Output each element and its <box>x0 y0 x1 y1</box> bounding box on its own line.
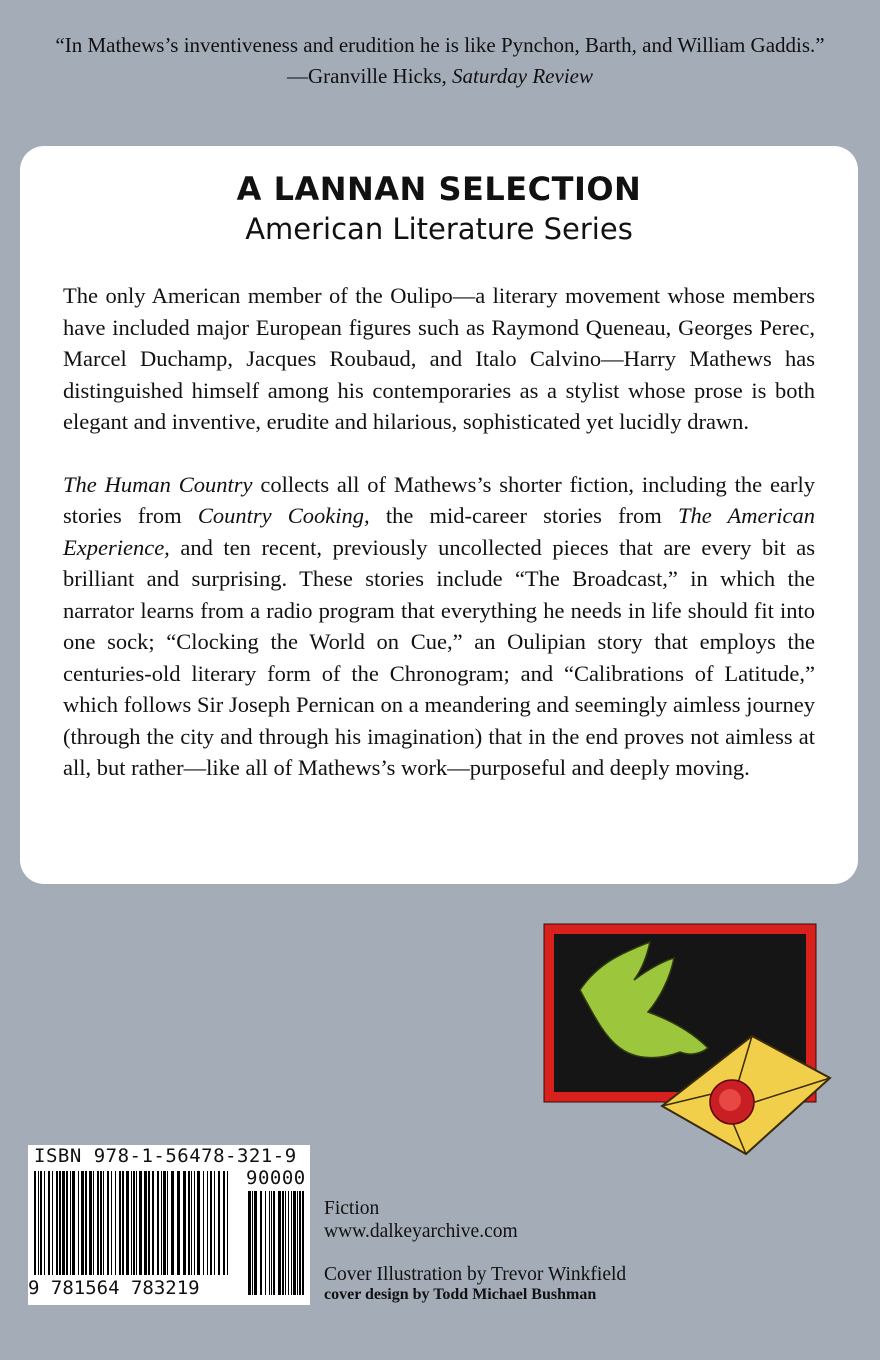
barcode-bar <box>85 1171 87 1275</box>
barcode-bar <box>144 1171 147 1275</box>
blurb-attribution-source: Saturday Review <box>452 64 593 88</box>
barcode-bar <box>93 1171 94 1275</box>
barcode-bar <box>157 1171 159 1275</box>
genre-label: Fiction <box>324 1198 380 1219</box>
barcode-bar <box>177 1171 180 1275</box>
barcode-bar <box>210 1171 212 1275</box>
price-bar <box>291 1191 292 1295</box>
barcode-bar <box>72 1171 75 1275</box>
barcode-bar <box>191 1171 192 1275</box>
paragraph-text: collects all of Mathews’s shorter fiction, including the early stories from <box>63 471 815 528</box>
description-paragraph-1: The only American member of the Oulipo—a literary movement whose members have included major European figures such as Raymond Queneau, Georges Perec, Marcel Duchamp, Jacques Roubaud, and Italo Calvino—Harry Mathews has distinguished himself among his contemporaries as a stylist whose prose is both elegant and inventive, erudite and hilarious, sophisticated yet lucidly drawn. <box>63 283 815 434</box>
barcode-bar <box>66 1171 68 1275</box>
barcode-bar <box>89 1171 92 1275</box>
barcode-bar <box>100 1171 102 1275</box>
isbn-label: ISBN 978-1-56478-321-9 <box>34 1145 297 1167</box>
paragraph-text: the mid-career stories from <box>369 503 678 528</box>
price-code: 90000 <box>246 1167 306 1189</box>
barcode-bar <box>34 1171 36 1275</box>
barcode-bar <box>70 1171 71 1275</box>
price-bar <box>252 1191 253 1295</box>
barcode-bar <box>56 1171 58 1275</box>
barcode-bar <box>52 1171 53 1275</box>
barcode-bar <box>126 1171 129 1275</box>
blurb-attribution <box>0 61 880 92</box>
barcode-bar <box>223 1171 225 1275</box>
barcode-bar <box>218 1171 220 1275</box>
book-title: The Human Country <box>63 471 253 497</box>
barcode-bar <box>115 1171 116 1275</box>
paragraph-text: and ten recent, previously uncollected pieces that are every bit as brilliant and surprising. These stories include “The Broadcast,” in which the narrator learns from a radio program that everything he needs in life should fit into one sock; “Clocking the World on Cue,” an Oulipian story that employs the centuries-old literary form of the Chronogram; and “Calibrations of Latitude,” which follows Sir Joseph Pernican on a meandering and seemingly aimless journey (through the city and through his imagination) that in the end proves not aimless at all, but rather—like all of Mathews’s work—purposeful and deeply moving. <box>63 534 815 780</box>
barcode-bar <box>227 1171 228 1275</box>
barcode-bar <box>171 1171 174 1275</box>
barcode-bar <box>78 1171 79 1275</box>
barcode-bar <box>148 1171 150 1275</box>
barcode-bar <box>188 1171 190 1275</box>
wax-seal-center <box>719 1089 741 1111</box>
price-bar <box>297 1191 298 1295</box>
barcode-bar <box>103 1171 104 1275</box>
barcode-bar <box>111 1171 112 1275</box>
description-panel <box>20 146 858 884</box>
barcode-bar <box>81 1171 84 1275</box>
selection-title: A LANNAN SELECTION <box>236 170 642 208</box>
barcode-bar <box>214 1171 215 1275</box>
barcode-bar <box>194 1171 195 1275</box>
barcode-bar <box>163 1171 166 1275</box>
barcode-bar <box>59 1171 61 1275</box>
barcode-bar <box>48 1171 50 1275</box>
price-bar <box>288 1191 289 1295</box>
barcode-bar <box>207 1171 208 1275</box>
barcode-bar <box>119 1171 121 1275</box>
barcode-bar <box>122 1171 124 1275</box>
barcode-bar <box>40 1171 42 1275</box>
barcode-digits: 9 781564 783219 <box>28 1277 200 1299</box>
price-bar <box>285 1191 286 1295</box>
price-bar <box>299 1191 301 1295</box>
barcode-bar <box>44 1171 45 1275</box>
barcode-bar <box>167 1171 168 1275</box>
description-paragraph-2 <box>63 469 815 784</box>
book-title-american-experience: The American Experience, <box>63 503 816 560</box>
blurb-quote-block <box>0 30 880 92</box>
illustration-credit: Cover Illustration by Trevor Winkfield <box>324 1264 627 1285</box>
price-bar <box>269 1191 270 1295</box>
publisher-url: www.dalkeyarchive.com <box>324 1221 518 1242</box>
blurb-attribution-name: —Granville Hicks, <box>287 64 453 88</box>
blurb-quote: “In Mathews’s inventiveness and erudition he is like Pynchon, Barth, and William Gaddis.” <box>55 33 825 57</box>
barcode-bar <box>197 1171 200 1275</box>
barcode-bar <box>139 1171 142 1275</box>
price-bar <box>278 1191 281 1295</box>
book-title-country-cooking: Country Cooking, <box>197 503 370 528</box>
barcode-bar <box>203 1171 204 1275</box>
cover-illustration <box>540 920 832 1182</box>
price-bar <box>293 1191 296 1295</box>
barcode-bar <box>136 1171 137 1275</box>
description-text <box>63 280 815 815</box>
barcode-bar <box>62 1171 65 1275</box>
price-bar <box>302 1191 304 1295</box>
price-bar <box>282 1191 284 1295</box>
price-bar <box>248 1191 251 1295</box>
barcode-bar <box>38 1171 39 1275</box>
price-bar <box>254 1191 257 1295</box>
barcode-bar <box>152 1171 154 1275</box>
price-bar <box>273 1191 275 1295</box>
price-bar <box>271 1191 272 1295</box>
design-credit: cover design by Todd Michael Bushman <box>324 1286 597 1303</box>
selection-subtitle: American Literature Series <box>245 212 633 246</box>
isbn-barcode <box>28 1145 310 1305</box>
price-bar <box>260 1191 262 1295</box>
barcode-bar <box>161 1171 162 1275</box>
barcode-bar <box>183 1171 186 1275</box>
price-bar <box>265 1191 266 1295</box>
barcode-bar <box>131 1171 132 1275</box>
barcode-bar <box>133 1171 135 1275</box>
barcode-bar <box>97 1171 99 1275</box>
barcode-bar <box>107 1171 109 1275</box>
